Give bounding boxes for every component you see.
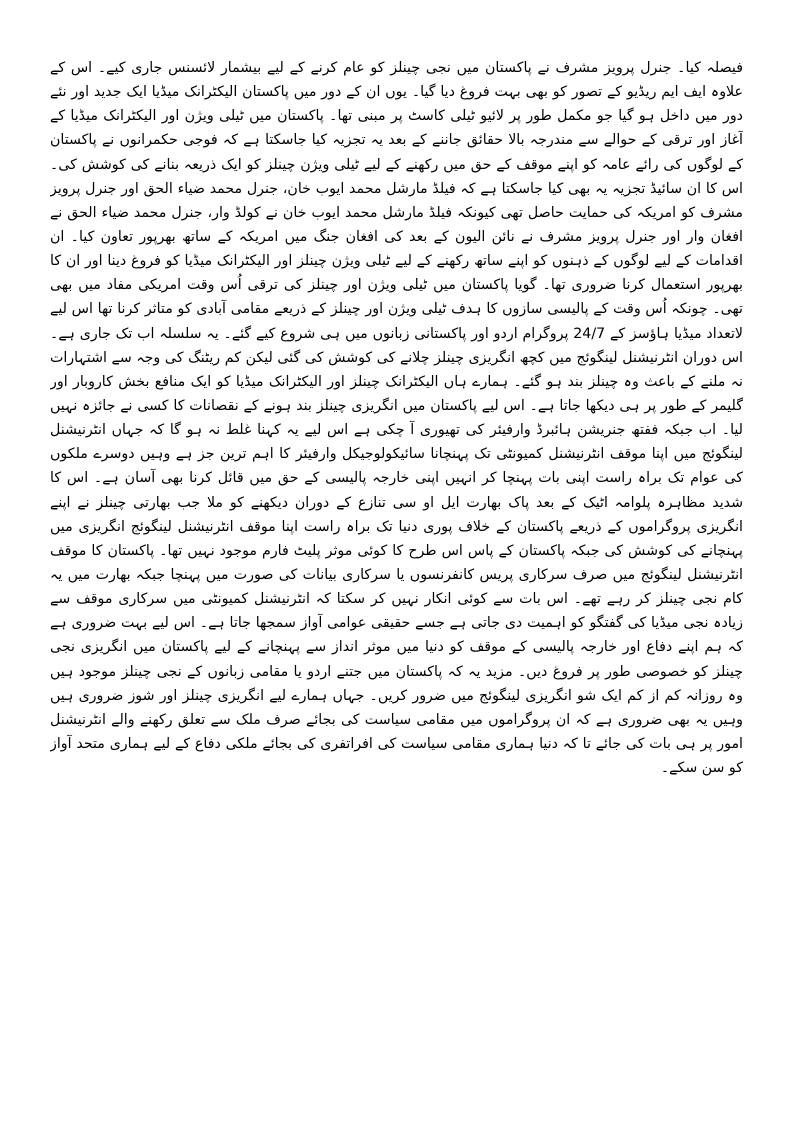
document-page [50,56,743,1096]
body-paragraph: فیصلہ کیا۔ جنرل پرویز مشرف نے پاکستان میں نجی چینلز کو عام کرنے کے لیے بیشمار لائسنس جاری کیے۔ اس کے علاوہ ایف ایم ریڈیو کے تصور کو بھی بہت فروغ دیا گیا۔ یوں ان کے دور میں پاکستان الیکٹرانک میڈیا ایک جدید اور نئے دور میں داخل ہو گیا جو مکمل طور پر لائیو ٹیلی کاسٹ پر مبنی تھا۔ پاکستان میں ٹیلی ویژن اور الیکٹرانک میڈیا کے آغاز اور ترقی کے حوالے سے مندرجہ بالا حقائق جاننے کے بعد یہ تجزیہ کیا جاسکتا ہے کہ فوجی حکمرانوں نے پاکستان کے لوگوں کی رائے عامہ کو اپنے موقف کے حق میں رکھنے کے لیے ٹیلی ویژن چینلز کو ایک ذریعہ بنانے کی کوشش کی۔ اس کا ان سائیڈ تجزیہ یہ بھی کیا جاسکتا ہے کہ فیلڈ مارشل محمد ایوب خان، جنرل محمد ضیاء الحق اور جنرل پرویز مشرف کو امریکہ کی حمایت حاصل تھی کیونکہ فیلڈ مارشل محمد ایوب خان نے کولڈ وار، جنرل محمد ضیاء الحق نے افغان وار اور جنرل پرویز مشرف نے نائن الیون کے بعد کی افغان جنگ میں امریکہ کے ساتھ بھرپور تعاون کیا۔ ان اقدامات کے لیے لوگوں کے ذہنوں کو اپنے ساتھ رکھنے کے لیے ٹیلی ویژن چینلز اور الیکٹرانک میڈیا کو فروغ دینا اور ان کا بھرپور استعمال کرنا ضروری تھا۔ گویا پاکستان میں ٹیلی ویژن اور چینلز کی ترقی اُس وقت امریکی مفاد میں بھی تھی۔ چونکہ اُس وقت کے پالیسی سازوں کا ہدف ٹیلی ویژن اور چینلز کے ذریعے مقامی آبادی کو متاثر کرنا تھا اس لیے لاتعداد میڈیا ہاؤسز کے 24/7 پروگرام اردو اور پاکستانی زبانوں میں ہی شروع کیے گئے۔ یہ سلسلہ اب تک جاری ہے۔ اس دوران انٹرنیشنل لینگوئج میں کچھ انگریزی چینلز چلانے کی کوشش کی گئی لیکن کم ریٹنگ کی وجہ سے اشتہارات نہ ملنے کے باعث وہ چینلز بند ہو گئے۔ ہمارے ہاں الیکٹرانک چینلز اور الیکٹرانک میڈیا کو ایک منافع بخش کاروبار اور گلیمر کے طور پر ہی دیکھا جاتا ہے۔ اس لیے پاکستان میں انگریزی چینلز بند ہونے کے نقصانات کا کسی نے جائزہ نہیں لیا۔ اب جبکہ ففتھ جنریشن ہائبرڈ وارفیئر کی تھیوری آ چکی ہے اس لیے یہ کہنا غلط نہ ہو گا کہ جہاں انٹرنیشنل لینگوئج میں اپنا موقف انٹرنیشنل کمیونٹی تک پہنچانا سائیکولوجیکل وارفیئر کا اہم ترین جز ہے وہیں دوسرے ملکوں کی عوام تک براہ راست اپنی بات پہنچا کر انہیں اپنی خارجہ پالیسی کے حق میں قائل کرنا بھی آسان ہے۔ اس کا شدید مظاہرہ پلوامہ اٹیک کے بعد پاک بھارت ایل او سی تنازع کے دوران دیکھنے کو ملا جب بھارتی چینلز نے اپنے انگریزی پروگراموں کے ذریعے پاکستان کے خلاف پوری دنیا تک براہ راست اپنا موقف انٹرنیشنل لینگوئج انگریزی میں پہنچانے کی کوشش کی جبکہ پاکستان کے پاس اس طرح کا کوئی موثر پلیٹ فارم موجود نہیں تھا۔ پاکستان کا موقف انٹرنیشنل لینگوئج میں صرف سرکاری پریس کانفرنسوں یا سرکاری بیانات کی صورت میں پہنچا جبکہ بھارت میں یہ کام نجی چینلز کر رہے تھے۔ اس بات سے کوئی انکار نہیں کر سکتا کہ انٹرنیشنل کمیونٹی میں سرکاری موقف سے زیادہ نجی میڈیا کی گفتگو کو اہمیت دی جاتی ہے جسے حقیقی عوامی آواز سمجھا جاتا ہے۔ اس لیے بہت ضروری ہے کہ ہم اپنے دفاع اور خارجہ پالیسی کے موقف کو دنیا میں موثر انداز سے پہنچانے کے لیے پاکستان میں انگریزی نجی چینلز کو خصوصی طور پر فروغ دیں۔ مزید یہ کہ پاکستان میں جتنے اردو یا مقامی زبانوں کے نجی چینلز موجود ہیں وہ روزانہ کم از کم ایک شو انگریزی لینگوئج میں ضرور کریں۔ جہاں ہمارے لیے انگریزی چینلز اور شوز ضروری ہیں وہیں یہ بھی ضروری ہے کہ ان پروگراموں میں مقامی سیاست کی بجائے صرف ملک سے تعلق رکھنے والے انٹرنیشنل امور پر ہی بات کی جائے تا کہ دنیا ہماری مقامی سیاست کی افراتفری کی بجائے ملکی دفاع کے لیے ہماری متحد آواز کو سن سکے۔ [50,60,743,777]
